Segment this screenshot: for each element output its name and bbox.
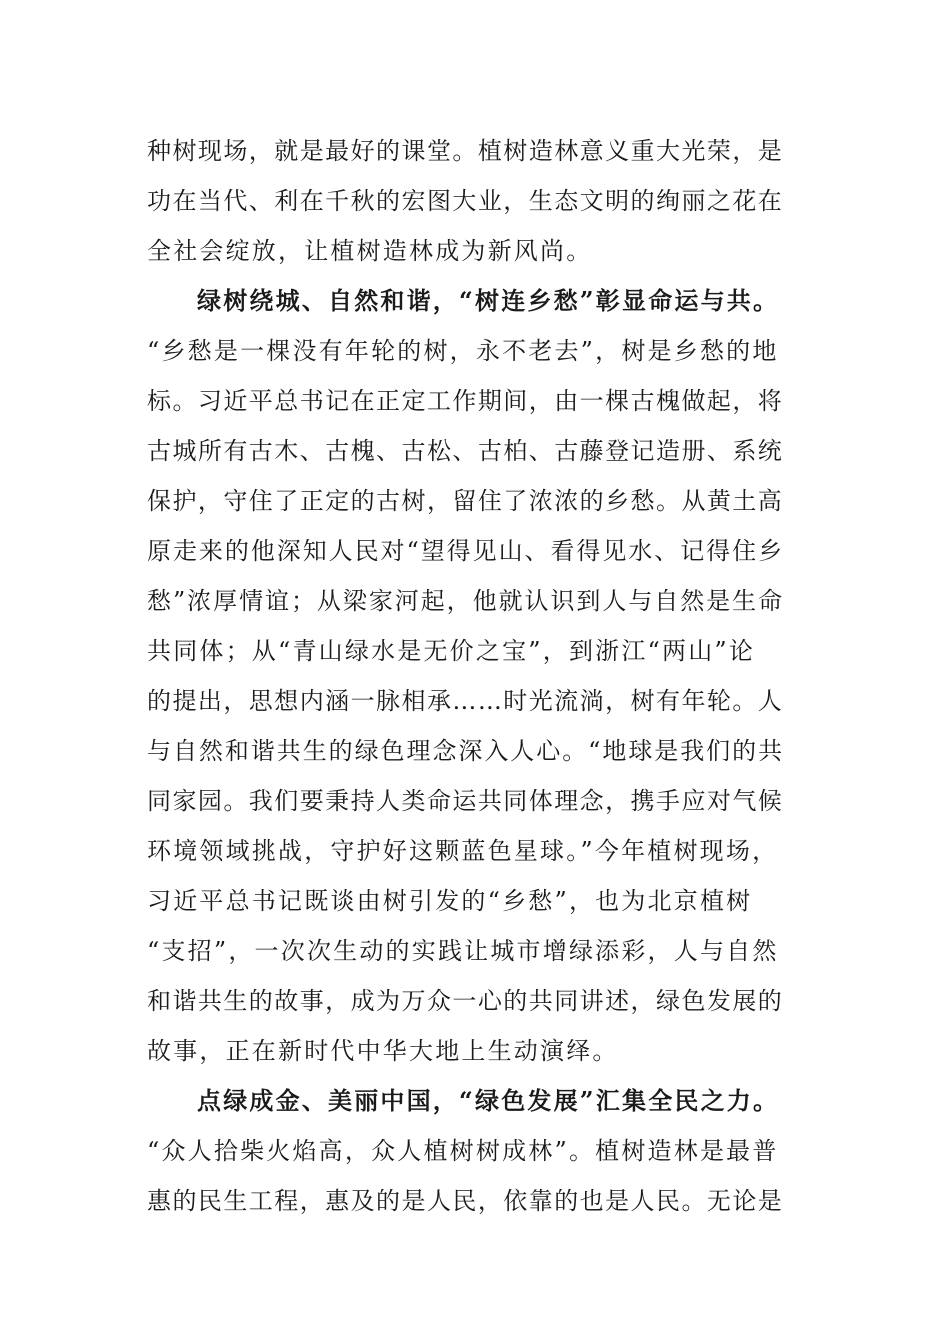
body-text-line: 愁”浓厚情谊；从梁家河起，他就认识到人与自然是生命: [147, 587, 785, 615]
body-text-line: “众人拾柴火焰高，众人植树树成林”。植树造林是最普: [147, 1137, 779, 1165]
body-text-line: 惠的民生工程，惠及的是人民，依靠的也是人民。无论是: [147, 1187, 784, 1215]
body-text-line: 故事，正在新时代中华大地上生动演绎。: [147, 1037, 619, 1065]
body-text-line: 同家园。我们要秉持人类命运共同体理念，携手应对气候: [147, 787, 784, 815]
body-text-line: 古城所有古木、古槐、古松、古柏、古藤登记造册、系统: [147, 437, 784, 465]
body-text-line: “支招”，一次次生动的实践让城市增绿添彩，人与自然: [147, 937, 779, 965]
body-text-line: “乡愁是一棵没有年轮的树，永不老去”，树是乡愁的地: [147, 337, 779, 365]
section-heading-line: 点绿成金、美丽中国，“绿色发展”汇集全民之力。: [197, 1086, 780, 1115]
body-text-line: 功在当代、利在千秋的宏图大业，生态文明的绚丽之花在: [147, 187, 784, 215]
section-heading-line: 绿树绕城、自然和谐，“树连乡愁”彰显命运与共。: [197, 286, 780, 315]
document-body: [147, 126, 787, 1226]
body-text-line: 环境领域挑战，守护好这颗蓝色星球。”今年植树现场，: [147, 837, 779, 865]
body-text-line: 的提出，思想内涵一脉相承……时光流淌，树有年轮。人: [147, 687, 784, 715]
body-text-line: 共同体；从“青山绿水是无价之宝”，到浙江“两山”论: [147, 637, 756, 665]
body-text-line: 与自然和谐共生的绿色理念深入人心。“地球是我们的共: [147, 737, 785, 765]
body-text-line: 全社会绽放，让植树造林成为新风尚。: [147, 237, 593, 265]
body-text-line: 原走来的他深知人民对“望得见山、看得见水、记得住乡: [147, 537, 785, 565]
body-text-line: 种树现场，就是最好的课堂。植树造林意义重大光荣，是: [147, 137, 784, 165]
body-text-line: 习近平总书记既谈由树引发的“乡愁”，也为北京植树: [147, 887, 753, 915]
body-text-line: 和谐共生的故事，成为万众一心的共同讲述，绿色发展的: [147, 987, 784, 1015]
body-text-line: 标。习近平总书记在正定工作期间，由一棵古槐做起，将: [147, 387, 784, 415]
body-text-line: 保护，守住了正定的古树，留住了浓浓的乡愁。从黄土高: [147, 487, 784, 515]
